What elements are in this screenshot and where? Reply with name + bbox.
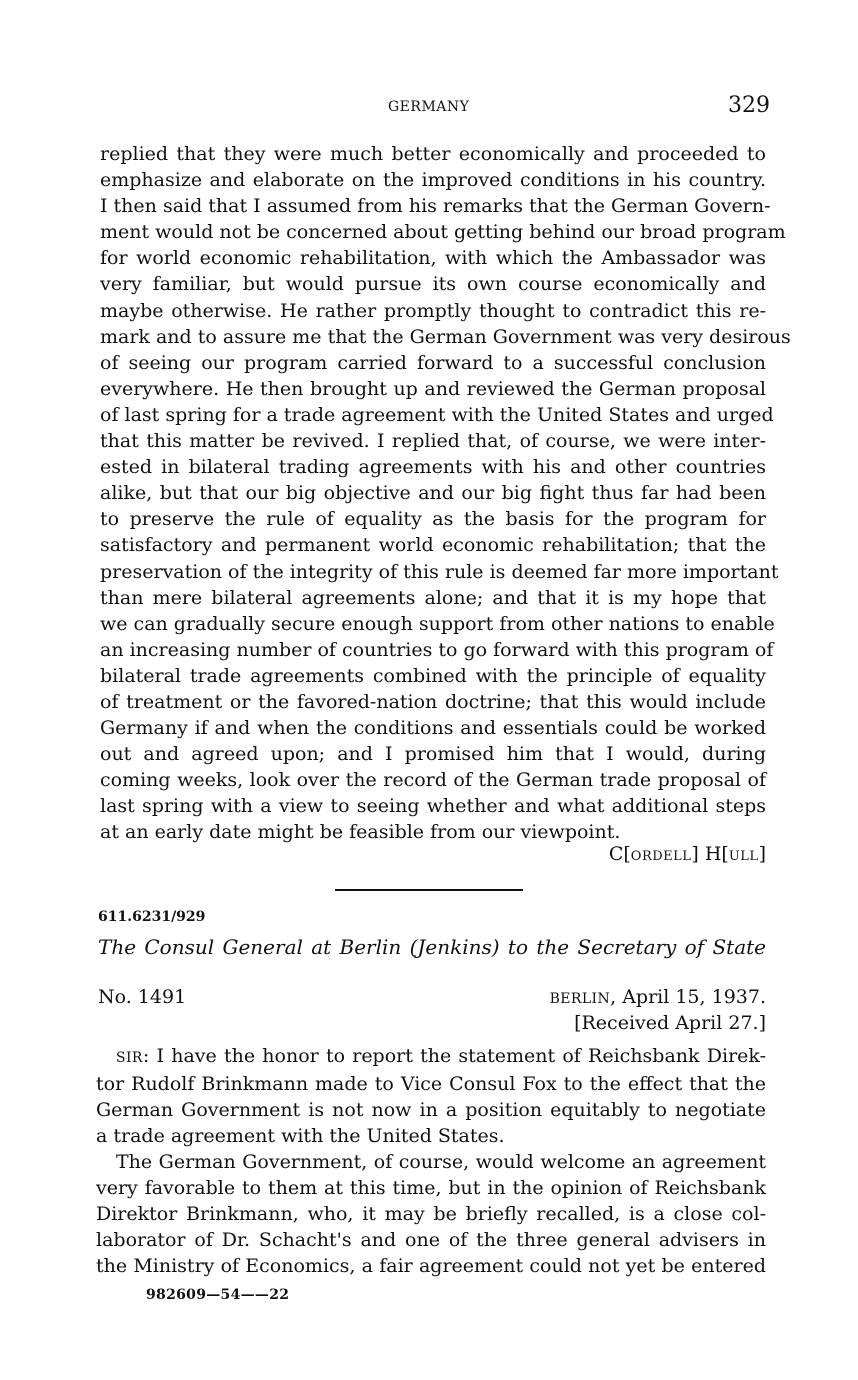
text-line: that this matter be revived. I replied that, of course, we were inter-: [100, 430, 766, 453]
text-line: satisfactory and permanent world economic rehabilitation; that the: [100, 534, 766, 557]
text-line: an increasing number of countries to go forward with this program of: [100, 638, 774, 661]
salutation-rest: : I have the honor to report the statement of Reichsbank Direk-: [142, 1045, 766, 1067]
text-line: I then said that I assumed from his remarks that the German Govern-: [100, 195, 771, 218]
text-line: a trade agreement with the United States.: [96, 1125, 505, 1148]
text-line: alike, but that our big objective and our big fight thus far had been: [100, 482, 766, 505]
text-line: mark and to assure me that the German Government was very desirous: [100, 325, 791, 348]
signature-part: ]: [758, 843, 766, 865]
text-line: [96, 1043, 766, 1071]
text-line: everywhere. He then brought up and reviewed the German proposal: [100, 377, 766, 400]
printer-signature: 982609—54——22: [146, 1287, 290, 1303]
dateline: [550, 986, 766, 1008]
signature-part: C[: [608, 843, 631, 865]
signature-part: ULL: [728, 849, 759, 864]
dateline-date: , April 15, 1937.: [610, 986, 766, 1008]
text-line: Germany if and when the conditions and essentials could be worked: [100, 717, 766, 740]
text-line: German Government is not now in a position equitably to negotiate: [96, 1099, 766, 1122]
signature-part: ORDELL: [630, 849, 692, 864]
signature-part: ] H[: [691, 843, 729, 865]
text-line: at an early date might be feasible from our viewpoint.: [100, 821, 621, 844]
text-line: coming weeks, look over the record of the German trade proposal of: [100, 769, 766, 792]
text-line: Direktor Brinkmann, who, it may be briefly recalled, is a close col-: [96, 1203, 766, 1226]
text-line: ested in bilateral trading agreements with his and other countries: [100, 456, 766, 479]
text-line: replied that they were much better economically and proceeded to: [100, 143, 766, 165]
section-divider: [335, 889, 523, 891]
body-paragraph-2: [96, 1043, 766, 1149]
document-number: No. 1491: [98, 986, 187, 1008]
text-line: for world economic rehabilitation, with which the Ambassador was: [100, 247, 766, 270]
text-line: out and agreed upon; and I promised him that I would, during: [100, 743, 766, 766]
running-title: GERMANY: [388, 99, 470, 115]
text-line: tor Rudolf Brinkmann made to Vice Consul Fox to the effect that the: [96, 1073, 766, 1096]
text-line: to preserve the rule of equality as the basis for the program for: [100, 508, 766, 531]
text-line: ment would not be concerned about getting behind our broad program: [100, 221, 786, 244]
dateline-place: BERLIN: [549, 991, 611, 1007]
text-line: of treatment or the favored-nation doctrine; that this would include: [100, 690, 766, 713]
received-note: [Received April 27.]: [574, 1012, 766, 1034]
body-paragraph-3: [96, 1149, 766, 1279]
salutation: SIR: [116, 1050, 143, 1066]
text-line: emphasize and elaborate on the improved conditions in his country.: [100, 169, 766, 192]
text-line: The German Government, of course, would welcome an agreement: [116, 1151, 766, 1173]
text-line: we can gradually secure enough support from other nations to enable: [100, 612, 775, 635]
text-line: of seeing our program carried forward to a successful conclusion: [100, 351, 766, 374]
text-line: very familiar, but would pursue its own course economically and: [100, 273, 766, 296]
text-line: the Ministry of Economics, a fair agreement could not yet be entered: [96, 1255, 766, 1278]
file-number: 611.6231/929: [98, 909, 206, 925]
text-line: laborator of Dr. Schacht's and one of the three general advisers in: [96, 1229, 766, 1252]
document-title: The Consul General at Berlin (Jenkins) to the Secretary of State: [98, 935, 766, 959]
signature: [609, 843, 766, 865]
body-paragraph-1: [100, 141, 791, 846]
text-line: bilateral trade agreements combined with the principle of equality: [100, 664, 766, 687]
page-number: 329: [728, 93, 770, 118]
text-line: preservation of the integrity of this rule is deemed far more important: [100, 560, 779, 583]
text-line: last spring with a view to seeing whether and what additional steps: [100, 795, 766, 818]
text-line: than mere bilateral agreements alone; and that it is my hope that: [100, 586, 766, 609]
running-head: [0, 93, 858, 123]
text-line: of last spring for a trade agreement with the United States and urged: [100, 403, 774, 426]
text-line: very favorable to them at this time, but in the opinion of Reichsbank: [96, 1177, 766, 1200]
text-line: maybe otherwise. He rather promptly thought to contradict this re-: [100, 299, 766, 322]
